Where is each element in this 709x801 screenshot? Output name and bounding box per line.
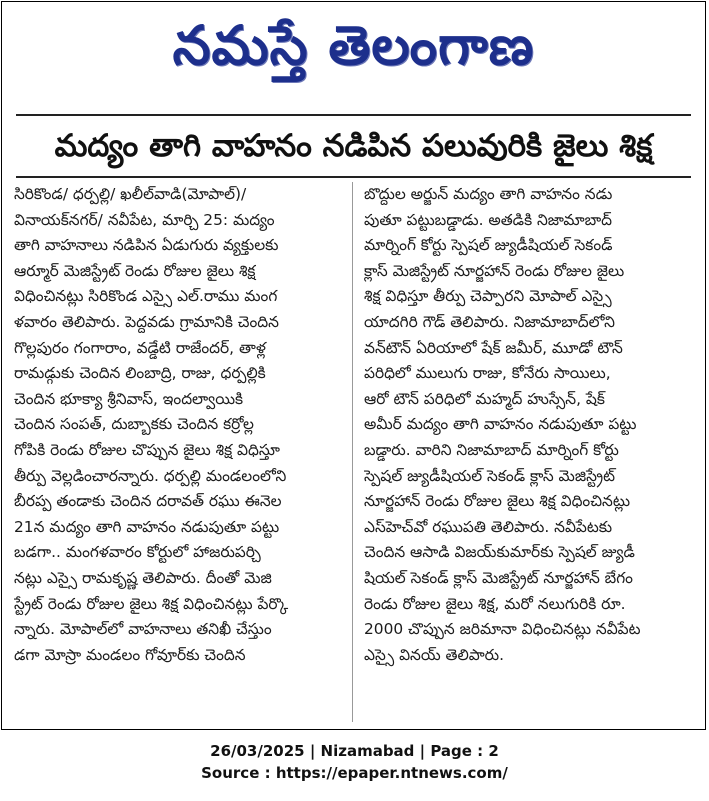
article-text-line: మార్నింగ్ కోర్టు స్పెషల్ జ్యుడీషియల్ సెకండ్ <box>364 236 613 255</box>
article-text-line: 2000 చొప్పున జరిమానా విధించినట్లు నవీపేట <box>364 620 641 639</box>
article-text-line: గోపికి రెండు రోజుల చొప్పున జైలు శిక్ష విధిస్తూ <box>14 440 280 459</box>
article-text-line: శిక్ష విధిస్తూ తీర్పు చెప్పారని మోపాల్ ఎస్సై <box>364 287 612 306</box>
page-footer <box>0 740 709 784</box>
article-text-line: ఎస్సై వినయ్ తెలిపారు. <box>364 645 504 664</box>
article-text-line: రెండు రోజుల జైలు శిక్ష, మరో నలుగురికి రూ. <box>364 594 626 613</box>
article-column-right <box>364 182 696 668</box>
article-text-line: ఎస్‌హెచ్‌వో రఘుపతి తెలిపారు. నవీపేటకు <box>364 517 613 536</box>
article-text-line: పరిధిలో ములుగు రాజు, కోనేరు సాయిలు, <box>364 364 611 383</box>
article-text-line: అమీర్ మద్యం తాగి వాహనం నడుపుతూ పట్టు <box>364 415 637 434</box>
article-text-line: షియల్ సెకండ్ క్లాస్ మెజిస్ట్రేట్ నూర్జహాన్ బేగం <box>364 568 633 587</box>
article-text-line: రామడ్గుకు చెందిన లింబాద్రి, రాజు, ధర్పల్లికి <box>14 364 266 383</box>
article-text-line: వినాయక్‌నగర్/ నవీపేట, మార్చి 25: మద్యం <box>14 210 275 229</box>
article-text-line: ఆరో టౌన్ పరిధిలో మహ్మద్ హుస్సేన్, షేక్ <box>364 389 605 408</box>
article-headline: మద్యం తాగి వాహనం నడిపిన పలువురికి జైలు శిక్ష <box>54 128 653 164</box>
article-text-line: బీరప్ప తండాకు చెందిన దరావత్ రఘు ఈనెల <box>14 492 282 511</box>
article-text-line: తాగి వాహనాలు నడిపిన ఏడుగురు వ్యక్తులకు <box>14 236 279 255</box>
column-divider <box>352 182 353 722</box>
article-text-line: వన్‌టౌన్ ఏరియాలో షేక్ జమీర్, మూడో టౌన్ <box>364 338 623 357</box>
article-text-line: ళవారం తెలిపారు. పెద్దవడు గ్రామానికి చెందిన <box>14 312 279 331</box>
article-text-line: తీర్పు వెల్లడించారన్నారు. ధర్పల్లి మండలంలోని <box>14 466 287 485</box>
article-clipping <box>1 1 706 730</box>
article-text-line: చెందిన సంపత్, దుబ్బాకకు చెందిన కర్రోల్ల <box>14 415 254 434</box>
article-text-line: సిరికొండ/ ధర్పల్లి/ ఖలీల్‌వాడి(మోపాల్)/ <box>14 185 247 203</box>
article-text-line: చెందిన భూక్యా శ్రీనివాస్, ఇందల్వాయికి <box>14 389 244 408</box>
article-text-line: 21న మద్యం తాగి వాహనం నడుపుతూ పట్టు <box>14 517 280 536</box>
article-text-line: నట్లు ఎస్సై రామకృష్ణ తెలిపారు. దీంతో మెజి <box>14 568 272 587</box>
article-text-line: న్నారు. మోపాల్‌లో వాహనాలు తనిఖీ చేస్తుం <box>14 620 272 639</box>
article-text-line: బొద్దుల అర్జున్ మద్యం తాగి వాహనం నడు <box>364 185 613 203</box>
article-text-line: పుతూ పట్టుబడ్డాడు. అతడికి నిజామాబాద్ <box>364 210 613 229</box>
article-text-line: ఆర్మూర్ మెజిస్ట్రేట్ రెండు రోజుల జైలు శిక్ష <box>14 261 256 280</box>
masthead <box>2 6 705 94</box>
article-text-line: బడగా.. మంగళవారం కోర్టులో హాజరుపర్చి <box>14 543 261 562</box>
article-text-line: చెందిన ఆసాడి విజయ్‌కుమార్‌కు స్పెషల్ జ్యుడీ <box>364 543 635 562</box>
article-text-line: నూర్జహాన్ రెండు రోజుల జైలు శిక్ష విధించినట్లు <box>364 492 631 511</box>
headline-top-rule <box>16 114 691 116</box>
article-text-line: స్ట్రేట్ రెండు రోజుల జైలు శిక్ష విధించినట్లు పేర్కొ <box>14 594 289 613</box>
article-text-line: విధించినట్లు సిరికొండ ఎస్సై ఎల్.రాము మంగ <box>14 287 278 306</box>
headline-bottom-rule <box>16 176 691 178</box>
article-text-line: గొల్లపురం గంగారాం, వడ్డేటి రాజేందర్, తాళ్ల <box>14 338 266 357</box>
source-link[interactable]: Source : https://epaper.ntnews.com/ <box>201 764 508 782</box>
article-column-left <box>14 182 346 668</box>
article-text-line: బడ్డారు. వారిని నిజామాబాద్ మార్నింగ్ కోర్టు <box>364 440 619 459</box>
edition-info: 26/03/2025 | Nizamabad | Page : 2 <box>210 742 499 760</box>
article-text-line: స్పెషల్ జ్యుడీషియల్ సెకండ్ క్లాస్ మెజిస్ట్రేట్ <box>364 466 615 485</box>
article-text-line: క్లాస్ మెజిస్ట్రేట్ నూర్జహాన్ రెండు రోజుల జైలు <box>364 261 625 280</box>
article-text-line: డగా మోస్రా మండలం గోవూర్‌కు చెందిన <box>14 645 246 664</box>
newspaper-logo: నమస్తే తెలంగాణ <box>172 14 535 77</box>
article-text-line: యాదగిరి గౌడ్ తెలిపారు. నిజామాబాద్‌లోని <box>364 312 615 331</box>
